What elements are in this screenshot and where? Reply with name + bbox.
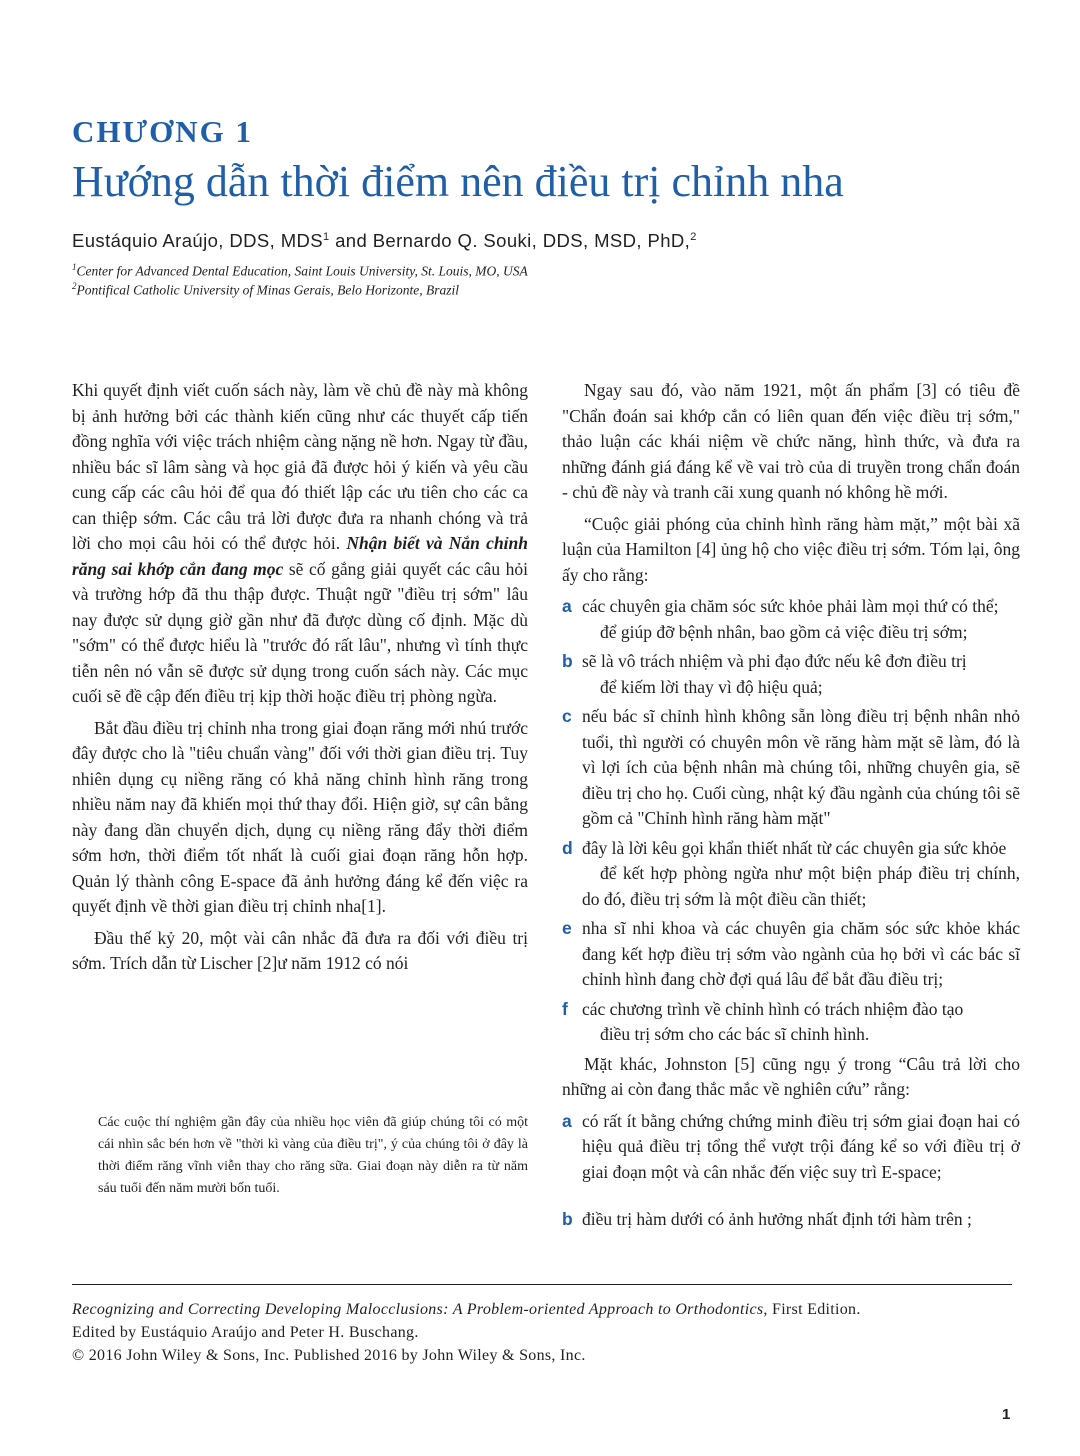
list-marker: a — [562, 596, 572, 616]
right-column — [562, 378, 1020, 1237]
list-marker: b — [562, 1209, 573, 1229]
paragraph: Bắt đầu điều trị chỉnh nha trong giai đoạn răng mới nhú trước đây được cho là "tiêu chuẩn vàng" đối với thời gian điều trị. Tuy nhiên dụng cụ niềng răng có khả năng chỉnh hình răng trong nhiều năm nay đã khiến mọi thứ thay đổi. Hiện giờ, sự cân bằng này đang dần chuyển dịch, dụng cụ niềng răng đẩy thời điểm sớm hơn, thời điểm tốt nhất là cuối giai đoạn răng hỗn hợp. Quản lý thành công E-space đã ảnh hưởng đáng kể đến việc ra quyết định về thời gian điều trị chỉnh nha[1]. — [72, 717, 528, 916]
authors — [72, 230, 697, 252]
list-text: đây là lời kêu gọi khẩn thiết nhất từ các chuyên gia sức khỏe — [582, 837, 1007, 858]
affiliation-text: Pontifical Catholic University of Minas Gerais, Belo Horizonte, Brazil — [76, 282, 459, 298]
left-column — [72, 378, 528, 983]
list-item — [562, 997, 1020, 1048]
list-marker: e — [562, 918, 572, 938]
list-text: có rất ít bằng chứng chứng minh điều trị sớm giai đoạn hai có hiệu quả điều trị tổng thể vượt trội đáng kể so với điều trị ở giai đoạn một và cân nhắc đến việc suy trì E-space; — [582, 1110, 1020, 1182]
affiliation-2 — [72, 281, 459, 299]
list-marker: c — [562, 706, 572, 726]
list-text: sẽ là vô trách nhiệm và phi đạo đức nếu kê đơn điều trị — [582, 651, 967, 671]
footer-editors: Edited by Eustáquio Araújo and Peter H. Buschang. — [72, 1324, 419, 1341]
list-text: nếu bác sĩ chỉnh hình không sẵn lòng điều trị bệnh nhân nhỏ tuổi, thì người có chuyên môn về răng hàm mặt sẽ làm, đó là vì lợi ích của bệnh nhân mà chúng tôi, những chuyên gia, sẽ điều trị cho họ. Cuối cùng, nhật ký đầu ngành của chúng tôi sẽ gồm cả "Chỉnh hình răng hàm mặt" — [582, 706, 1020, 828]
paragraph: Mặt khác, Johnston [5] cũng ngụ ý trong “Câu trả lời cho những ai còn đang thắc mắc về nghiên cứu” rằng: — [562, 1053, 1020, 1099]
footer-citation — [72, 1298, 1032, 1321]
affiliation-1 — [72, 262, 528, 280]
author-1: Eustáquio Araújo, DDS, MDS — [72, 230, 324, 251]
list-marker: a — [562, 1110, 572, 1131]
footer-rule — [72, 1284, 1012, 1285]
affiliation-sup: 1 — [72, 262, 77, 272]
quote-box: Các cuộc thí nghiệm gần đây của nhiều học viên đã giúp chúng tôi có một cái nhìn sắc bén hơn về "thời kì vàng của điều trị", ý của chúng tôi ở đây là thời điểm răng vĩnh viễn thay cho răng sữa. Giai đoạn này diễn ra từ năm sáu tuổi đến năm mười bốn tuổi. — [98, 1115, 528, 1196]
author-1-sup: 1 — [323, 230, 330, 243]
list-text: nha sĩ nhi khoa và các chuyên gia chăm sóc sức khỏe khác đang kết hợp điều trị sớm vào ngành của họ bởi vì các bác sĩ chỉnh hình đang chờ đợi quá lâu để bắt đầu điều trị; — [582, 918, 1020, 989]
list-item — [562, 594, 1020, 645]
list-continuation: để giúp đỡ bệnh nhân, bao gồm cả việc điều trị sớm; — [600, 621, 968, 642]
list-continuation: để kết hợp phòng ngừa như một biện pháp điều trị chính, do đó, điều trị sớm là một điều cần thiết; — [582, 863, 1020, 909]
list-item — [562, 836, 1020, 913]
list-item — [562, 1109, 1020, 1186]
paragraph: Ngay sau đó, vào năm 1921, một ấn phẩm [3] có tiêu đề "Chẩn đoán sai khớp cắn có liên quan đến việc điều trị sớm," thảo luận các khái niệm về chức năng, hình thức, và đưa ra những đánh giá đáng kể về vai trò của di truyền trong chẩn đoán - chủ đề này và tranh cãi xung quanh nó không hề mới. — [562, 380, 1020, 502]
affiliation-text: Center for Advanced Dental Education, Saint Louis University, St. Louis, MO, USA — [76, 263, 528, 279]
paragraph — [72, 378, 528, 710]
book-title-emphasis: Nhận biết và Nắn chỉnh răng sai khớp cắn đang mọc — [72, 533, 529, 579]
list-marker: f — [562, 998, 568, 1019]
footer-copyright: © 2016 John Wiley & Sons, Inc. Published 2016 by John Wiley & Sons, Inc. — [72, 1347, 586, 1364]
paragraph: “Cuộc giải phóng của chỉnh hình răng hàm mặt,” một bài xã luận của Hamilton [4] ủng hộ cho việc điều trị sớm. Tóm lại, ông ấy cho rằng: — [562, 513, 1020, 585]
list-text: điều trị hàm dưới có ảnh hưởng nhất định tới hàm trên ; — [582, 1209, 972, 1229]
list-item — [562, 1207, 1020, 1233]
paragraph-text: sẽ cố gắng giải quyết các câu hỏi và trường hớp đã thu thập được. Thuật ngữ "điều trị sớm" lâu nay được sử dụng giờ gần như đã được dùng cố định. Mặc dù "sớm" có thể được hiểu là "trước đó rất lâu", nhưng vì tính thực tiễn nên nó vẫn sẽ được sử dụng trong cuốn sách này. Các mục cuối sẽ đề cập đến điều trị kịp thời hoặc điều trị phòng ngừa. — [72, 558, 529, 706]
chapter-title: Hướng dẫn thời điểm nên điều trị chỉnh nha — [72, 157, 844, 206]
author-2-sup: 2 — [690, 230, 697, 243]
list-text: các chuyên gia chăm sóc sức khỏe phải làm mọi thứ có thể; — [582, 596, 999, 616]
list-item — [562, 704, 1020, 832]
footer — [72, 1298, 1032, 1367]
list-text: các chương trình về chỉnh hình có trách nhiệm đào tạo — [582, 998, 964, 1019]
affiliation-sup: 2 — [72, 281, 77, 291]
list-continuation: để kiếm lời thay vì độ hiệu quả; — [600, 676, 823, 697]
list-item — [562, 649, 1020, 700]
page-number: 1 — [1002, 1406, 1011, 1423]
author-2: and Bernardo Q. Souki, DDS, MSD, PhD, — [329, 230, 691, 251]
list-marker: b — [562, 651, 573, 671]
list-marker: d — [562, 837, 573, 858]
footer-book-title: Recognizing and Correcting Developing Malocclusions: A Problem-oriented Approach to Orthodontics — [72, 1301, 764, 1318]
list-item — [562, 916, 1020, 993]
paragraph-text: Khi quyết định viết cuốn sách này, làm về chủ đề này mà không bị ảnh hưởng bởi các thành kiến cũng như các thuyết cấp tiến đồng nghĩa với việc trách nhiệm càng nặng nề hơn. Ngay từ đầu, nhiều bác sĩ lâm sàng và học giả đã được hỏi ý kiến và yêu cầu cung cấp các câu hỏi để qua đó thiết lập các ưu tiên cho các ca can thiệp sớm. Các câu trả lời được đưa ra nhanh chóng và trả lời cho mọi câu hỏi có thể được hỏi. — [72, 380, 528, 553]
chapter-label: CHƯƠNG 1 — [72, 114, 254, 149]
list-continuation: điều trị sớm cho các bác sĩ chỉnh hình. — [600, 1024, 870, 1044]
paragraph: Đầu thế kỷ 20, một vài cân nhắc đã đưa ra đối với điều trị sớm. Trích dẫn từ Lischer [2]ư năm 1912 có nói — [72, 927, 528, 973]
footer-edition: , First Edition. — [763, 1301, 861, 1318]
